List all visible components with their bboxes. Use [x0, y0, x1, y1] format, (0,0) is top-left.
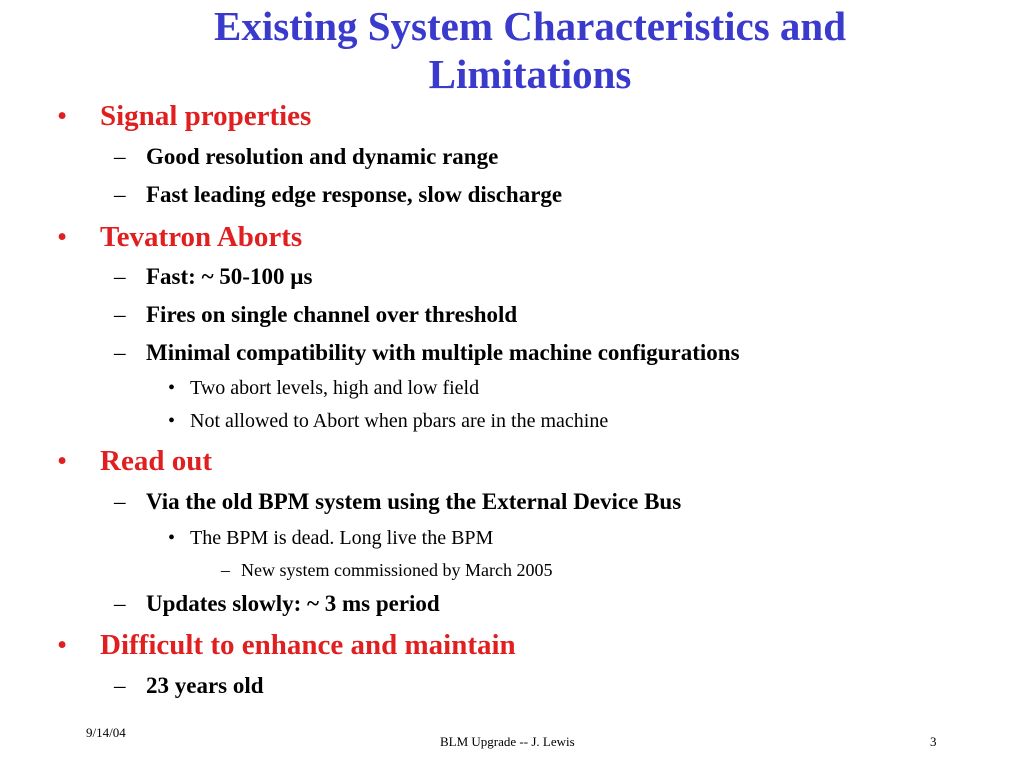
bullet-icon: • — [168, 377, 176, 399]
sub-list-item — [168, 410, 609, 433]
list-item — [114, 591, 440, 617]
sub-list-item-text: The BPM is dead. Long live the BPM — [190, 527, 494, 549]
list-item — [114, 264, 313, 290]
dash-icon: – — [114, 489, 126, 514]
list-item — [114, 489, 682, 515]
sub-list-item — [168, 527, 494, 550]
footer-date: 9/14/04 — [86, 725, 126, 740]
list-item — [114, 144, 499, 170]
section-heading-text: Tevatron Aborts — [100, 221, 303, 253]
list-item-text: Fast leading edge response, slow discharge — [146, 182, 563, 207]
footer-title: BLM Upgrade -- J. Lewis — [440, 734, 575, 749]
section-heading-text: Read out — [100, 445, 212, 477]
dash-icon: – — [114, 340, 126, 365]
dash-icon: – — [114, 264, 126, 289]
list-item — [114, 673, 264, 699]
sub-list-item — [168, 377, 480, 400]
list-item-text: Updates slowly: ~ 3 ms period — [146, 591, 440, 616]
section-heading-text: Difficult to enhance and maintain — [100, 629, 516, 661]
section-heading-text: Signal properties — [100, 100, 312, 132]
bullet-icon: • — [57, 445, 68, 477]
list-item-text: Via the old BPM system using the External Device Bus — [146, 489, 682, 514]
list-item-text: Fires on single channel over threshold — [146, 302, 518, 327]
dash-icon: – — [114, 673, 126, 698]
list-item-text: 23 years old — [146, 673, 264, 698]
bullet-icon: • — [168, 410, 176, 432]
slide-title — [90, 2, 970, 98]
section-heading-signal-properties — [57, 100, 312, 133]
bullet-icon: • — [168, 527, 176, 549]
bullet-icon: • — [57, 221, 68, 253]
dash-icon: – — [114, 302, 126, 327]
dash-icon: – — [114, 591, 126, 616]
list-item — [114, 182, 563, 208]
list-item — [114, 340, 740, 366]
slide-title-line-2: Limitations — [428, 51, 632, 97]
list-item-text: Fast: ~ 50-100 µs — [146, 264, 313, 289]
bullet-icon: • — [57, 100, 68, 132]
sub-list-item-text: Two abort levels, high and low field — [190, 377, 480, 399]
list-item — [114, 302, 518, 328]
section-heading-read-out — [57, 445, 212, 478]
bullet-icon: • — [57, 629, 68, 661]
sub-sub-list-item-text: New system commissioned by March 2005 — [241, 560, 553, 580]
dash-icon: – — [114, 182, 126, 207]
slide-title-line-1: Existing System Characteristics and — [213, 3, 847, 49]
list-item-text: Minimal compatibility with multiple machine configurations — [146, 340, 740, 365]
dash-icon: – — [221, 560, 230, 580]
section-heading-tevatron-aborts — [57, 221, 303, 254]
list-item-text: Good resolution and dynamic range — [146, 144, 499, 169]
sub-list-item-text: Not allowed to Abort when pbars are in the machine — [190, 410, 609, 432]
sub-sub-list-item — [221, 560, 553, 581]
dash-icon: – — [114, 144, 126, 169]
footer-page-number: 3 — [930, 734, 937, 749]
section-heading-difficult-to-enhance — [57, 629, 516, 662]
